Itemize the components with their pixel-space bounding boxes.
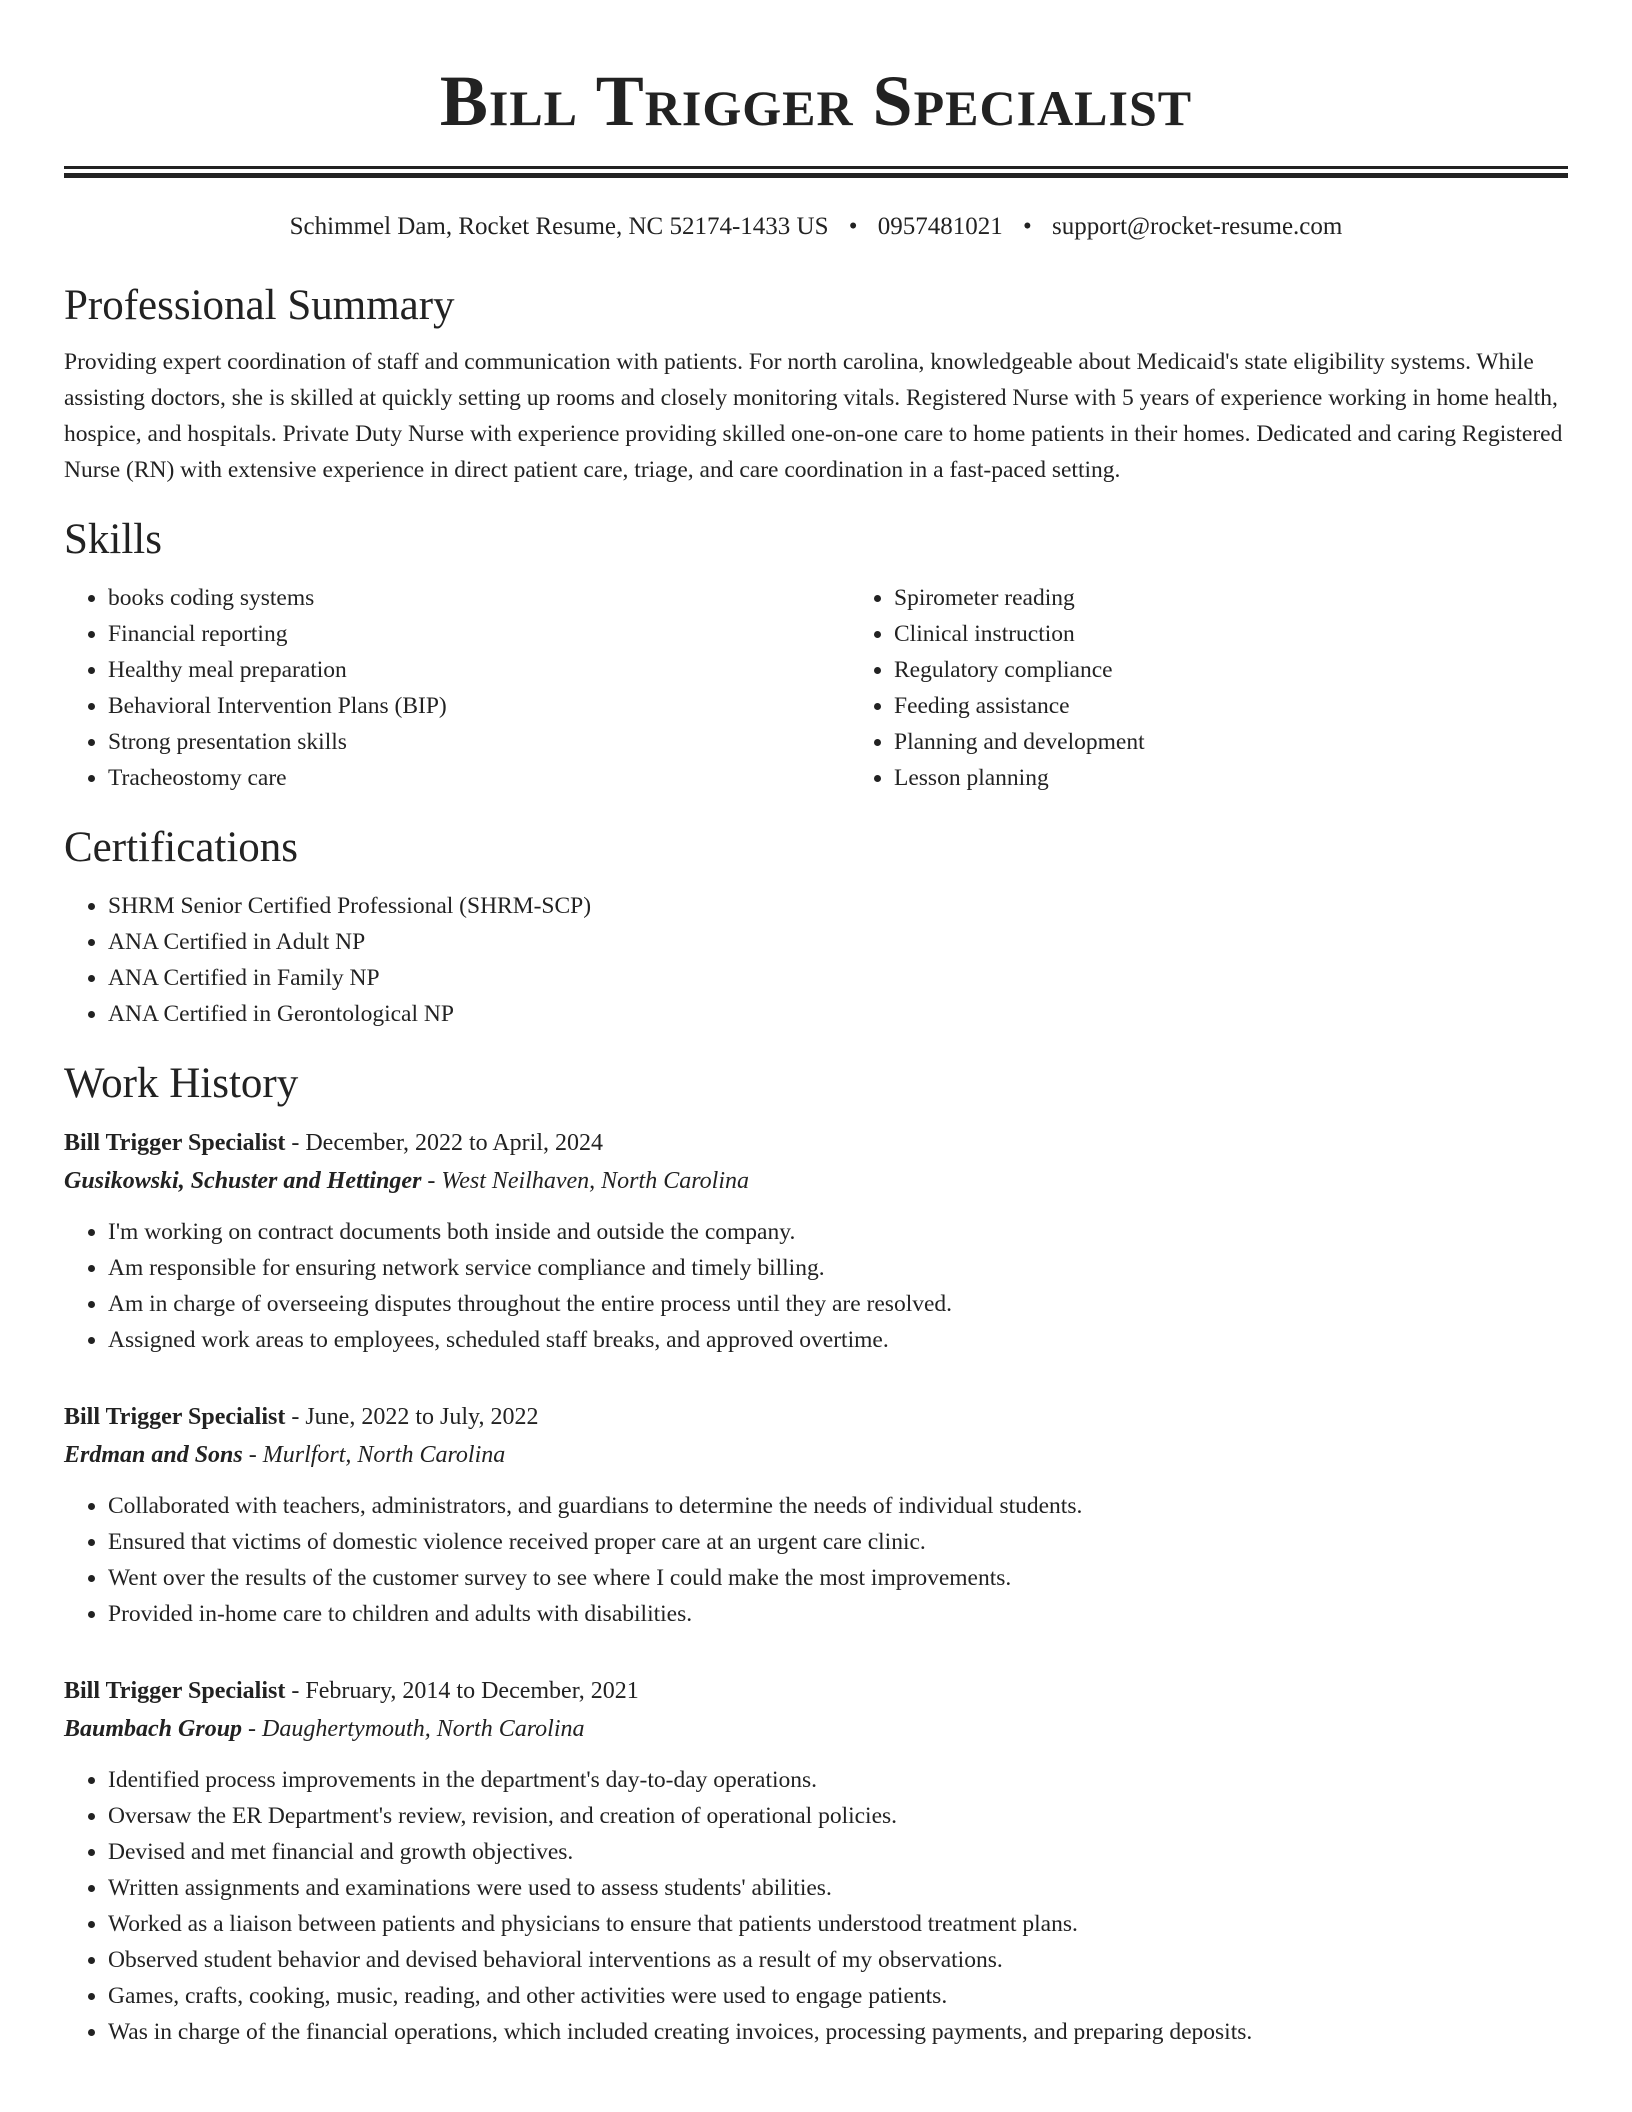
skill-item: • Spirometer reading — [894, 580, 1632, 616]
professional-summary-section — [64, 280, 1568, 488]
contact-address: Schimmel Dam, Rocket Resume, NC 52174-1433 US — [289, 213, 829, 240]
job-title: Bill Trigger Specialist — [64, 1404, 286, 1430]
job-entry — [64, 1398, 1568, 1632]
job-company-line — [64, 1162, 1568, 1200]
skill-item: • books coding systems — [108, 580, 850, 616]
skill-item: • Tracheostomy care — [108, 760, 850, 796]
job-bullet: • Provided in-home care to children and adults with disabilities. — [108, 1596, 1568, 1632]
job-company: Erdman and Sons — [64, 1442, 243, 1468]
job-bullet: • Ensured that victims of domestic violence received proper care at an urgent care clinic. — [108, 1524, 1568, 1560]
job-dates: February, 2014 to December, 2021 — [305, 1678, 639, 1704]
job-dash: - — [285, 1678, 306, 1704]
skill-item: • Lesson planning — [894, 760, 1632, 796]
contact-separator: • — [1023, 213, 1032, 240]
job-company: Baumbach Group — [64, 1716, 243, 1742]
job-title-line — [64, 1398, 1568, 1436]
job-bullet: • I'm working on contract documents both inside and outside the company. — [108, 1214, 1568, 1250]
contact-line — [64, 210, 1568, 244]
job-bullet: • Went over the results of the customer survey to see where I could make the most improvements. — [108, 1560, 1568, 1596]
section-heading: Skills — [64, 516, 162, 563]
certification-item: • ANA Certified in Adult NP — [108, 924, 1568, 960]
job-company-line — [64, 1436, 1568, 1474]
skill-item: • Feeding assistance — [894, 688, 1632, 724]
job-location: West Neilhaven, North Carolina — [441, 1168, 749, 1194]
job-bullet: • Was in charge of the financial operations, which included creating invoices, processing payments, and preparing deposits. — [108, 2014, 1568, 2050]
certifications-section — [64, 822, 1568, 1032]
resume-name: Bill Trigger Specialist — [439, 61, 1193, 141]
job-bullet: • Written assignments and examinations were used to assess students' abilities. — [108, 1870, 1568, 1906]
section-heading: Professional Summary — [64, 282, 455, 329]
skill-item: • Healthy meal preparation — [108, 652, 850, 688]
job-bullet: • Am in charge of overseeing disputes throughout the entire process until they are resolved. — [108, 1286, 1568, 1322]
job-bullet: • Collaborated with teachers, administrators, and guardians to determine the needs of individual students. — [108, 1488, 1568, 1524]
job-dates: June, 2022 to July, 2022 — [305, 1404, 539, 1430]
job-dash: - — [285, 1130, 306, 1156]
job-title: Bill Trigger Specialist — [64, 1130, 286, 1156]
job-dash: - — [421, 1168, 442, 1194]
job-bullet: • Identified process improvements in the department's day-to-day operations. — [108, 1762, 1568, 1798]
skill-item: • Regulatory compliance — [894, 652, 1632, 688]
contact-phone: 0957481021 — [877, 213, 1003, 240]
certifications-list — [64, 888, 1568, 1032]
section-heading: Certifications — [64, 824, 299, 871]
job-location: Murlfort, North Carolina — [262, 1442, 506, 1468]
job-bullet: • Games, crafts, cooking, music, reading, and other activities were used to engage patients. — [108, 1978, 1568, 2014]
skills-list-left — [64, 580, 850, 796]
header-double-rule — [64, 166, 1568, 178]
job-title-line — [64, 1672, 1568, 1710]
job-company-line — [64, 1710, 1568, 1748]
skill-item: • Clinical instruction — [894, 616, 1632, 652]
job-bullet: • Assigned work areas to employees, scheduled staff breaks, and approved overtime. — [108, 1322, 1568, 1358]
job-dash: - — [242, 1716, 263, 1742]
contact-email: support@rocket-resume.com — [1052, 213, 1343, 240]
summary-text: Providing expert coordination of staff and communication with patients. For north carolina, knowledgeable about Medicaid's state eligibility systems. While assisting doctors, she is skilled at quickly setting up rooms and closely monitoring vitals. Registered Nurse with 5 years of experience working in home health, hospice, and hospitals. Private Duty Nurse with experience providing skilled one-on-one care to home patients in their homes. Dedicated and caring Registered Nurse (RN) with extensive experience in direct patient care, triage, and care coordination in a fast-paced setting. — [64, 349, 1563, 483]
job-entry — [64, 1672, 1568, 2050]
certification-item: • ANA Certified in Gerontological NP — [108, 996, 1568, 1032]
work-history-section — [64, 1058, 1568, 2050]
job-dash: - — [285, 1404, 306, 1430]
job-bullet: • Worked as a liaison between patients and physicians to ensure that patients understood treatment plans. — [108, 1906, 1568, 1942]
section-heading: Work History — [64, 1060, 299, 1107]
job-bullets — [64, 1214, 1568, 1358]
certification-item: • ANA Certified in Family NP — [108, 960, 1568, 996]
job-entry — [64, 1124, 1568, 1358]
skills-columns — [64, 566, 1568, 796]
job-bullet: • Observed student behavior and devised behavioral interventions as a result of my observations. — [108, 1942, 1568, 1978]
job-bullets — [64, 1488, 1568, 1632]
job-dates: December, 2022 to April, 2024 — [305, 1130, 603, 1156]
job-location: Daughertymouth, North Carolina — [262, 1716, 585, 1742]
job-bullet: • Am responsible for ensuring network service compliance and timely billing. — [108, 1250, 1568, 1286]
skills-section — [64, 514, 1568, 796]
skill-item: • Behavioral Intervention Plans (BIP) — [108, 688, 850, 724]
skill-item: • Strong presentation skills — [108, 724, 850, 760]
job-title-line — [64, 1124, 1568, 1162]
contact-separator: • — [848, 213, 858, 240]
job-bullets — [64, 1762, 1568, 2050]
job-bullet: • Devised and met financial and growth objectives. — [108, 1834, 1568, 1870]
job-bullet: • Oversaw the ER Department's review, revision, and creation of operational policies. — [108, 1798, 1568, 1834]
job-title: Bill Trigger Specialist — [64, 1678, 286, 1704]
job-company: Gusikowski, Schuster and Hettinger — [64, 1168, 422, 1194]
certification-item: • SHRM Senior Certified Professional (SHRM-SCP) — [108, 888, 1568, 924]
skills-list-right — [850, 580, 1632, 796]
skill-item: • Planning and development — [894, 724, 1632, 760]
skill-item: • Financial reporting — [108, 616, 850, 652]
job-dash: - — [242, 1442, 263, 1468]
